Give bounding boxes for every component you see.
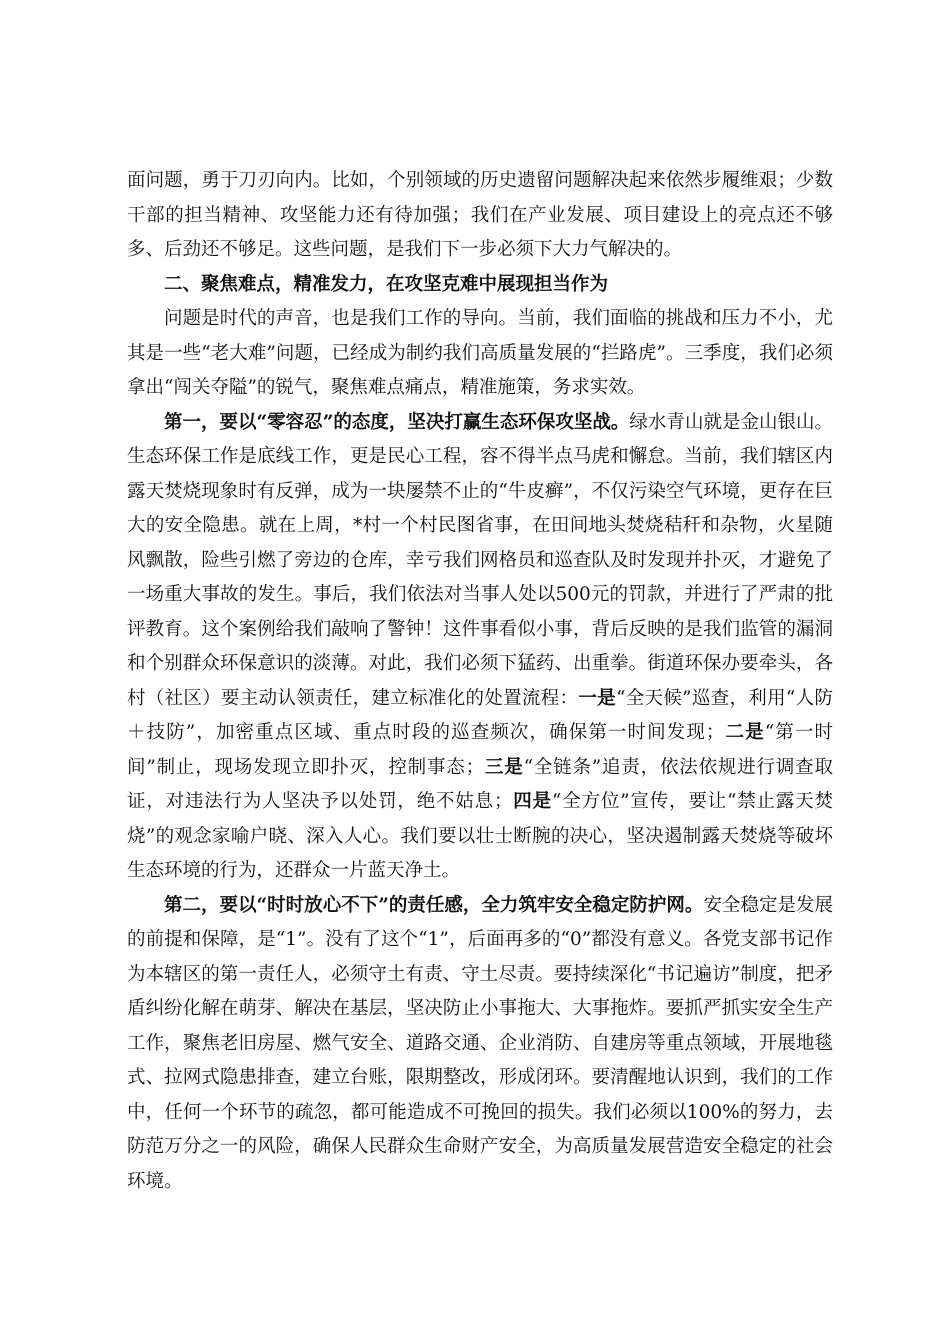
point-three-text: “全链条”追责，依法依规进行调查取证，对违法行为人坚决予以处罚，绝不姑息； xyxy=(127,756,833,812)
section-heading-2: 二、聚焦难点，精准发力，在攻坚克难中展现担当作为 xyxy=(164,273,609,295)
safety-stability-lead: 第二，要以“时时放心不下”的责任感，全力筑牢安全稳定防护网。 xyxy=(164,894,704,916)
point-four-text: “全方位”宣传，要让“禁止露天焚烧”的观念家喻户晓、深入人心。我们要以壮士断腕的决心，坚决遏制露天焚烧等破坏生态环境的行为，还群众一片蓝天净土。 xyxy=(127,791,833,881)
eco-protection-body: 绿水青山就是金山银山。生态环保工作是底线工作，更是民心工程，容不得半点马虎和懈怠。当前，我们辖区内露天焚烧现象时有反弹，成为一块屡禁不止的“牛皮癣”，不仅污染空气环境，更存在巨大的安全隐患。就在上周，*村一个村民图省事，在田间地头焚烧秸秆和杂物，火星随风飘散，险些引燃了旁边的仓库，幸亏我们网格员和巡查队及时发现并扑灭，才避免了一场重大事故的发生。事后，我们依法对当事人处以500元的罚款，并进行了严肃的批评教育。这个案例给我们敲响了警钟！这件事看似小事，背后反映的是我们监管的漏洞和个别群众环保意识的淡薄。对此，我们必须下猛药、出重拳。街道环保办要牵头，各村（社区）要主动认领责任，建立标准化的处置流程： xyxy=(127,411,833,709)
safety-stability-body: 安全稳定是发展的前提和保障，是“1”。没有了这个“1”，后面再多的“0”都没有意义。各党支部书记作为本辖区的第一责任人，必须守土有责、守土尽责。要持续深化“书记遍访”制度，把矛盾纠纷化解在萌芽、解决在基层，坚决防止小事拖大、大事拖炸。要抓严抓实安全生产工作，聚焦老旧房屋、燃气安全、道路交通、企业消防、自建房等重点领域，开展地毯式、拉网式隐患排查，建立台账，限期整改，形成闭环。要清醒地认识到，我们的工作中，任何一个环节的疏忽，都可能造成不可挽回的损失。我们必须以100%的努力，去防范万分之一的风险，确保人民群众生命财产安全，为高质量发展营造安全稳定的社会环境。 xyxy=(127,894,833,1192)
point-one-text: “全天候”巡查，利用“人防＋技防”，加密重点区域、重点时段的巡查频次，确保第一时间发现； xyxy=(127,687,833,743)
point-two-label: 二是 xyxy=(724,722,765,743)
eco-protection-lead: 第一，要以“零容忍”的态度，坚决打赢生态环保攻坚战。 xyxy=(164,411,630,433)
point-one-label: 一是 xyxy=(578,687,616,709)
paragraph-continuation: 面问题，勇于刀刃向内。比如，个别领域的历史遗留问题解决起来依然步履维艰；少数干部的担当精神、攻坚能力还有待加强；我们在产业发展、项目建设上的亮点还不够多、后劲还不够足。这些问题，是我们下一步必须下大力气解决的。 xyxy=(127,170,833,260)
point-two-text: “第一时间”制止，现场发现立即扑灭，控制事态； xyxy=(127,722,833,778)
paragraph-eco-protection xyxy=(127,406,833,889)
paragraph-safety-stability xyxy=(127,889,833,1200)
point-four-label: 四是 xyxy=(512,791,552,812)
paragraph-problems: 问题是时代的声音，也是我们工作的导向。当前，我们面临的挑战和压力不小，尤其是一些“老大难”问题，已经成为制约我们高质量发展的“拦路虎”。三季度，我们必须拿出“闯关夺隘”的锐气，聚焦难点痛点，精准施策，务求实效。 xyxy=(127,308,833,398)
document-page xyxy=(127,164,833,1199)
point-three-label: 三是 xyxy=(484,756,524,778)
